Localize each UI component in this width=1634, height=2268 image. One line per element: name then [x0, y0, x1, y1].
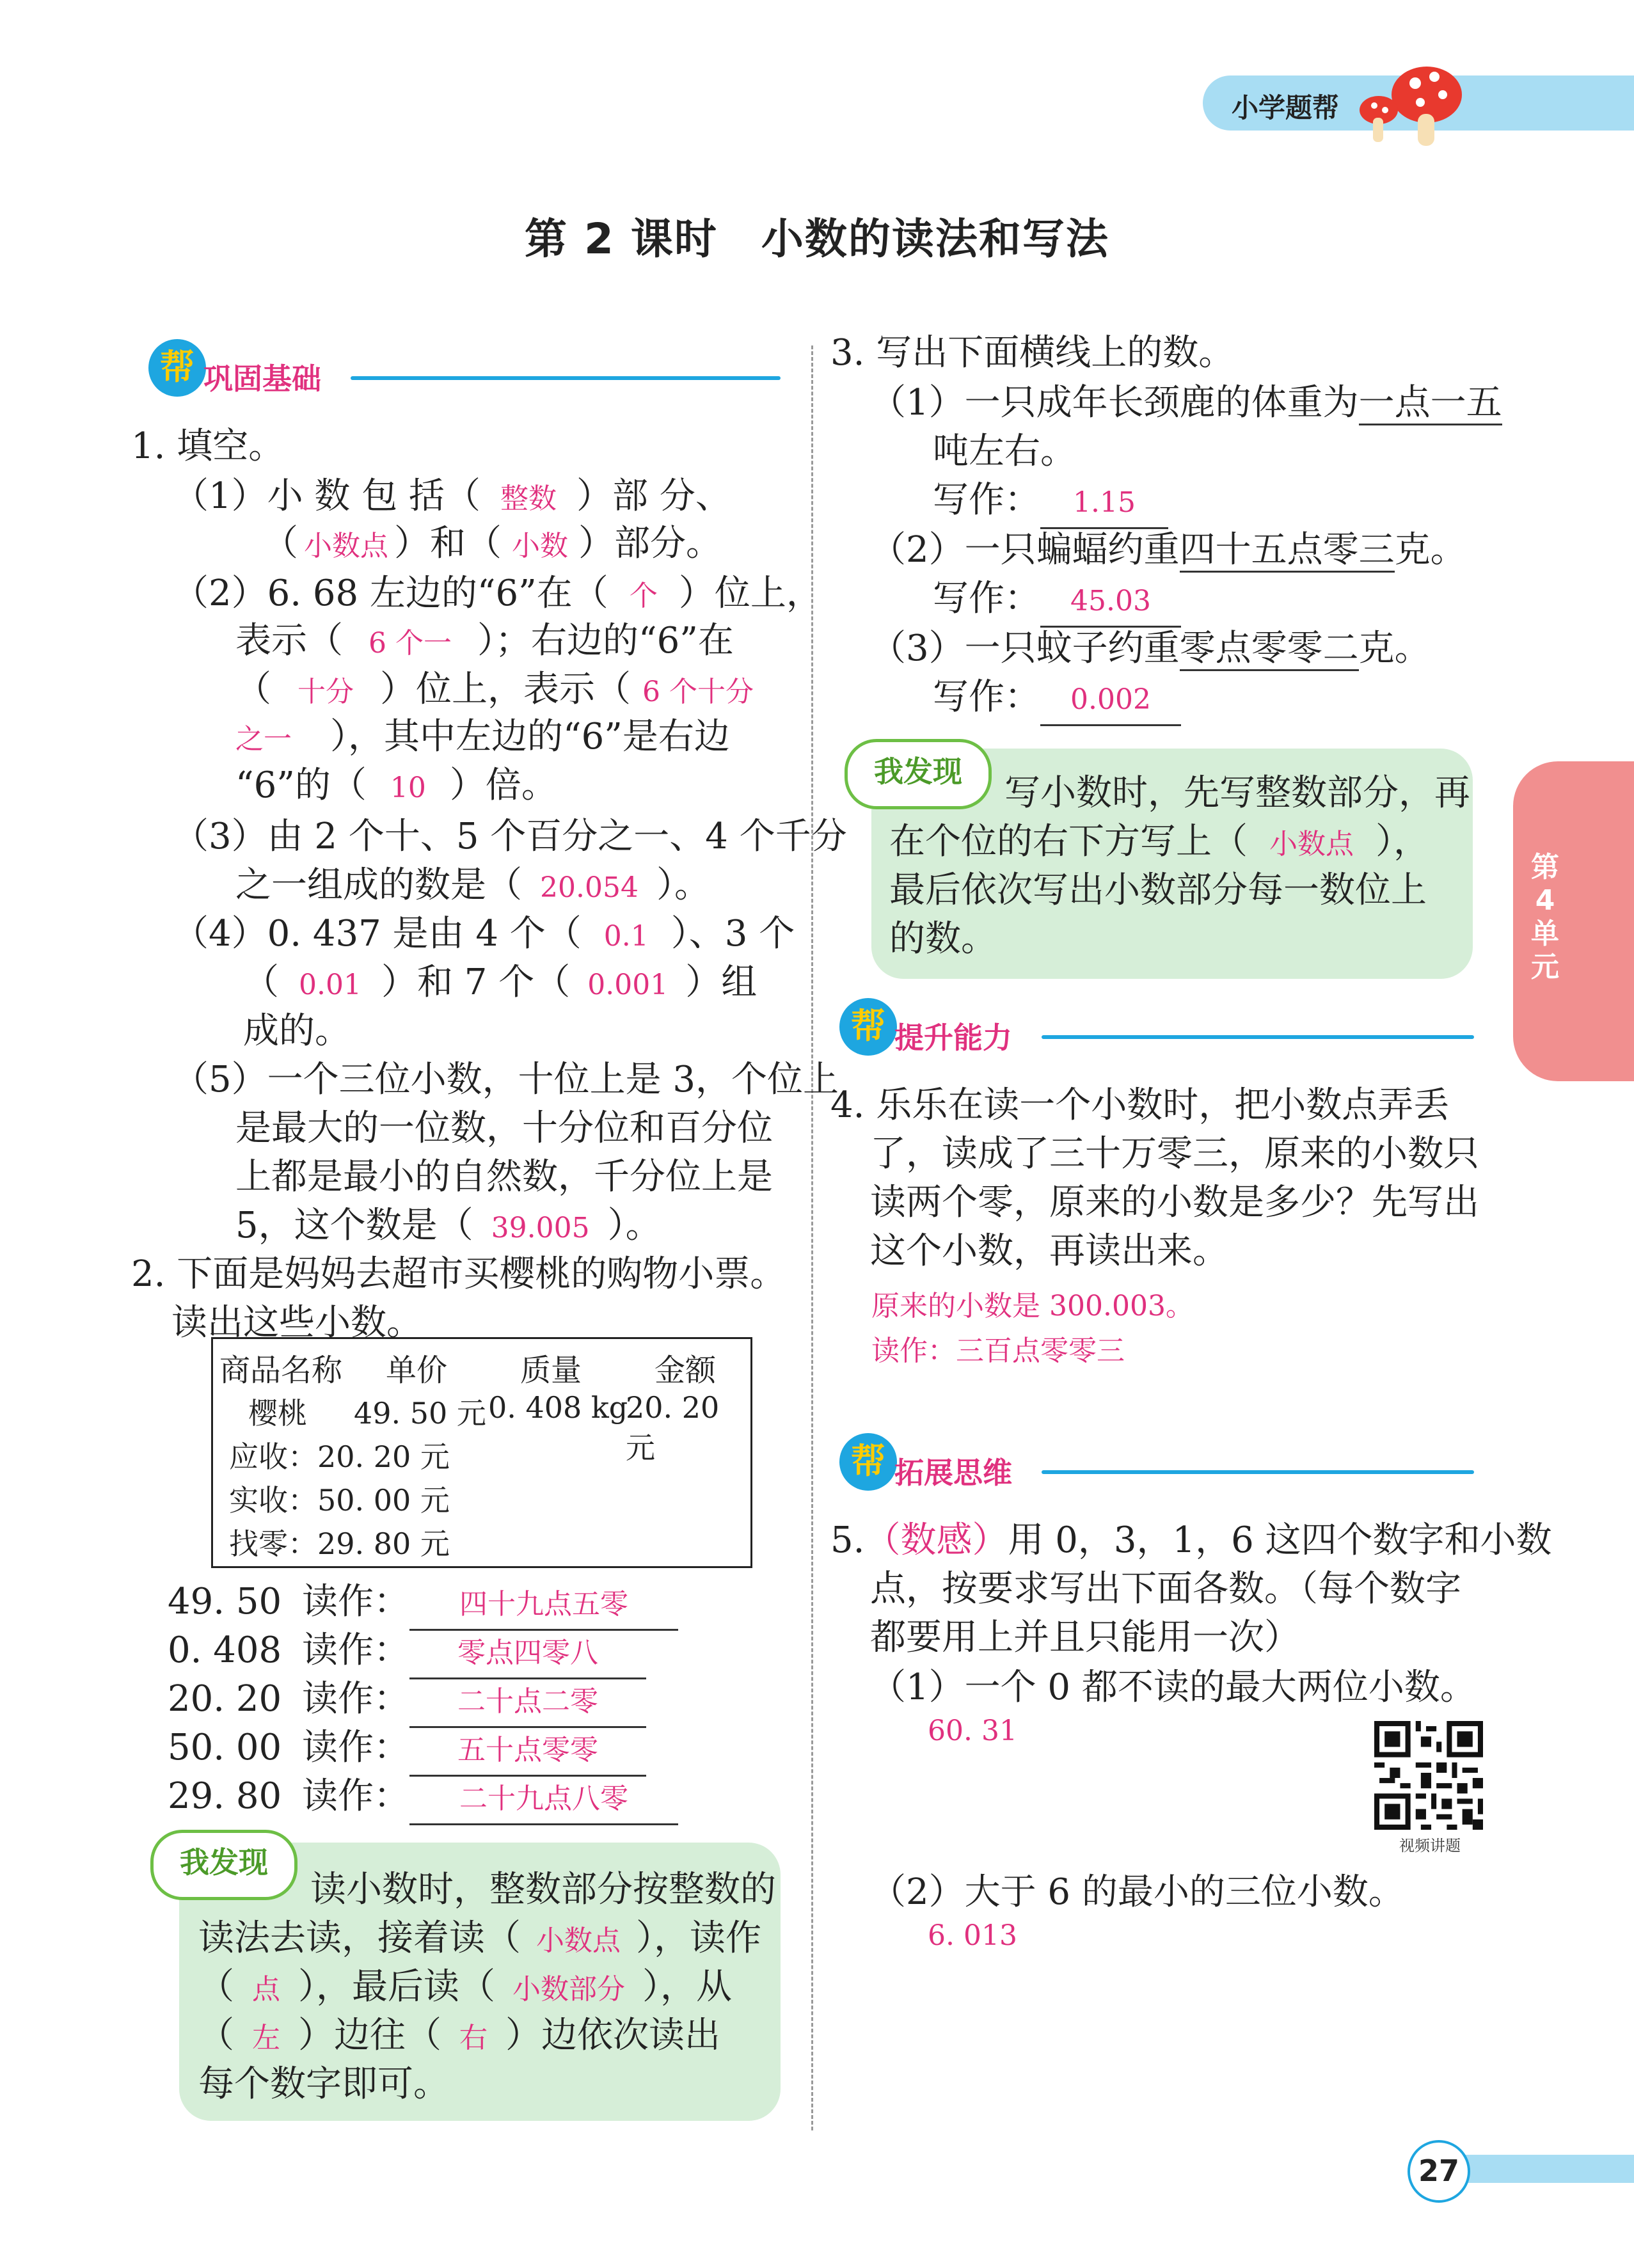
- receipt-header-weight: 质量: [520, 1352, 582, 1388]
- section-badge-basic: 帮: [148, 339, 206, 397]
- number: 0. 408: [168, 1630, 282, 1671]
- write-label: 写作：: [933, 479, 1040, 521]
- text: 在个位的右下方写上（: [889, 821, 1248, 862]
- text: 表示（: [235, 620, 343, 662]
- q1-p5-line4: [235, 1201, 662, 1253]
- section-badge-improve: 帮: [839, 998, 897, 1056]
- answer: 零点四零八: [409, 1629, 646, 1679]
- find-badge: 我发现: [845, 739, 992, 809]
- answer: 个: [629, 580, 658, 612]
- answer: 五十点零零: [409, 1726, 646, 1777]
- text: ）。: [656, 864, 710, 906]
- read-label: 读作：: [302, 1727, 409, 1768]
- q4-line1: 4. 乐乐在读一个小数时，把小数点弄丢: [830, 1084, 1450, 1126]
- q1-p4-line3: 成的。: [243, 1010, 351, 1052]
- q3-p1-line1: [870, 379, 1502, 427]
- answer: 之一: [235, 723, 292, 756]
- q1-p1-line2: [262, 519, 722, 571]
- q1-p2-line5: [235, 761, 557, 813]
- q5-answer-2: 6. 013: [928, 1919, 1017, 1952]
- q1-p4-line2: [243, 958, 757, 1010]
- underlined-text: 一点一五: [1359, 382, 1502, 425]
- underlined-text: 零点零零二: [1180, 628, 1359, 671]
- q2-read-row: [168, 1772, 678, 1825]
- text: （2）6. 68 左边的“6”在（: [173, 573, 608, 614]
- q3-p2-line1: [870, 526, 1466, 575]
- mushroom-icon: [1356, 58, 1471, 147]
- receipt-paid: 实收：50. 00 元: [229, 1483, 450, 1518]
- q3-p3-line1: [870, 624, 1431, 673]
- text: （1）一只成年长颈鹿的体重为: [870, 382, 1359, 424]
- qr-code-icon[interactable]: [1374, 1721, 1483, 1830]
- text: 克。: [1394, 529, 1466, 571]
- q5-answer-1: 60. 31: [928, 1715, 1017, 1747]
- answer: 小数点: [536, 1924, 621, 1957]
- answer: 6 个十分: [642, 676, 754, 708]
- answer: 小数点: [304, 530, 388, 562]
- number: 50. 00: [168, 1727, 282, 1768]
- text: “6”的（: [235, 765, 367, 806]
- answer: 45.03: [1040, 577, 1181, 628]
- text: ）部分。: [578, 523, 722, 564]
- read-label: 读作：: [302, 1678, 409, 1720]
- q2-read-row: [168, 1724, 646, 1777]
- text: ）边往（: [298, 2015, 441, 2056]
- answer: 左: [252, 2022, 280, 2054]
- answer: 10: [390, 772, 426, 804]
- number: 29. 80: [168, 1775, 282, 1817]
- read-label: 读作：: [302, 1775, 409, 1817]
- answer: 二十点二零: [409, 1677, 646, 1728]
- find-reading-line2: [198, 1914, 761, 1965]
- underlined-text: 四十五点零三: [1180, 529, 1395, 573]
- q3-p1-write: [933, 476, 1168, 529]
- text: ）位上，: [678, 573, 822, 614]
- q3-p2-write: [933, 575, 1181, 628]
- text: 用 0，3，1，6 这四个数字和小数: [1008, 1519, 1552, 1561]
- q1-p3-line1: （3）由 2 个十、5 个百分之一、4 个千分: [173, 816, 847, 857]
- find-reading-line1: 读小数时，整数部分按整数的: [310, 1869, 776, 1910]
- find-reading-line5: 每个数字即可。: [198, 2063, 449, 2105]
- text: ）位上，表示（: [380, 669, 631, 710]
- text: ），其中左边的“6”是右边: [330, 716, 730, 757]
- q1-p1-line1: [173, 472, 731, 523]
- find-badge: 我发现: [150, 1830, 297, 1900]
- q1-p5-line2: 是最大的一位数，十分位和百分位: [235, 1107, 773, 1149]
- q4-line3: 读两个零，原来的小数是多少？先写出: [870, 1182, 1479, 1223]
- q1-p2-line2: [235, 617, 734, 668]
- section-title-improve: 提升能力: [894, 1020, 1012, 1055]
- text: （2）一只蝙蝠约重: [870, 529, 1180, 571]
- q1-p5-line1: （5）一个三位小数，十位上是 3，个位上: [173, 1059, 839, 1100]
- answer: 39.005: [491, 1212, 590, 1244]
- tag: （数感）: [864, 1519, 1008, 1561]
- qr-caption: 视频讲题: [1399, 1837, 1461, 1855]
- unit-label: 第4单元: [1531, 851, 1559, 983]
- text: ）；右边的“6”在: [477, 620, 734, 662]
- q4-line4: 这个小数，再读出来。: [870, 1230, 1228, 1272]
- q2-stem-line1: 2. 下面是妈妈去超市买樱桃的购物小票。: [131, 1253, 786, 1295]
- q3-p1-line2: 吨左右。: [933, 431, 1076, 472]
- q1-p3-line2: [235, 861, 710, 912]
- answer: 6 个一: [369, 627, 452, 660]
- find-writing-line3: 最后依次写出小数部分每一数位上: [889, 869, 1427, 911]
- section-badge-extend: 帮: [839, 1433, 897, 1491]
- read-label: 读作：: [302, 1630, 409, 1671]
- q2-read-row: [168, 1626, 646, 1679]
- number: 49. 50: [168, 1581, 282, 1622]
- text: （: [198, 2015, 234, 2056]
- read-label: 读作：: [302, 1581, 409, 1622]
- text: ），: [1376, 821, 1429, 862]
- answer: 点: [252, 1973, 280, 2006]
- text: ）组: [685, 962, 758, 1003]
- number: 20. 20: [168, 1678, 282, 1720]
- text: ）。: [607, 1205, 662, 1246]
- q1-p2-line1: [173, 569, 822, 621]
- q4-line2: 了，读成了三十万零三，原来的小数只: [870, 1133, 1479, 1175]
- q1-p2-line4: [235, 713, 730, 764]
- q5-line3: 都要用上并且只能用一次）: [870, 1617, 1300, 1658]
- text: （: [198, 1966, 234, 2008]
- text: ）部 分、: [576, 475, 731, 517]
- answer: 0.01: [299, 969, 361, 1001]
- answer: 整数: [500, 482, 557, 515]
- text: （: [243, 962, 279, 1003]
- receipt-due: 应收：20. 20 元: [229, 1439, 450, 1474]
- q2-read-row: [168, 1578, 678, 1631]
- answer: 20.054: [540, 871, 639, 904]
- q1-p2-line3: [235, 665, 765, 717]
- text: （4）0. 437 是由 4 个（: [173, 913, 582, 955]
- answer: 0.002: [1040, 676, 1181, 726]
- q2-stem-line2: 读出这些小数。: [171, 1302, 422, 1344]
- section-line-basic: [351, 376, 781, 380]
- text: ），最后读（: [298, 1966, 495, 2008]
- q3-stem: 3. 写出下面横线上的数。: [830, 332, 1235, 374]
- write-label: 写作：: [933, 578, 1040, 619]
- text: 读法去读，接着读（: [198, 1917, 521, 1959]
- write-label: 写作：: [933, 676, 1040, 718]
- find-writing-line4: 的数。: [889, 918, 997, 960]
- receipt-item-weight: 0. 408 kg: [488, 1390, 628, 1425]
- text: ），从: [642, 1966, 732, 2008]
- text: ）边依次读出: [505, 2015, 720, 2056]
- answer: 小数: [512, 530, 568, 562]
- page-number-bar: [1465, 2155, 1634, 2183]
- section-title-basic: 巩固基础: [203, 361, 321, 396]
- q3-p3-write: [933, 673, 1181, 726]
- lesson-title: 第 2 课时 小数的读法和写法: [525, 214, 1109, 264]
- text: ），读作: [636, 1917, 761, 1959]
- answer: 四十九点五零: [409, 1580, 678, 1631]
- text: ）、3 个: [670, 913, 795, 955]
- text: ）倍。: [449, 765, 557, 806]
- text: 之一组成的数是（: [235, 864, 522, 906]
- answer: 右: [459, 2022, 488, 2054]
- text: （3）一只蚊子约重: [870, 628, 1180, 669]
- text: 克。: [1358, 628, 1431, 669]
- answer: 1.15: [1040, 479, 1168, 529]
- q1-p4-line1: [173, 910, 795, 961]
- section-line-extend: [1042, 1470, 1474, 1474]
- q1-stem: 1. 填空。: [131, 425, 285, 467]
- find-reading-line4: [198, 2011, 720, 2063]
- q2-read-row: [168, 1675, 646, 1728]
- receipt: [211, 1337, 752, 1568]
- text: ）和（: [394, 523, 502, 564]
- answer: 0.001: [587, 969, 669, 1001]
- answer: 小数点: [1269, 828, 1354, 860]
- text: （1）小 数 包 括（: [173, 475, 481, 517]
- answer: 小数部分: [512, 1973, 625, 2006]
- answer: 二十九点八零: [409, 1775, 678, 1825]
- text: 5，这个数是（: [235, 1205, 473, 1246]
- receipt-item-price: 49. 50 元: [354, 1396, 486, 1431]
- q5-p2: （2）大于 6 的最小的三位小数。: [870, 1871, 1404, 1913]
- find-reading-line3: [198, 1963, 732, 2014]
- answer: 十分: [297, 676, 354, 708]
- text: （: [235, 669, 271, 710]
- find-writing-line1: 写小数时，先写整数部分，再: [1004, 772, 1470, 814]
- receipt-header-amount: 金额: [654, 1352, 717, 1388]
- brand-label: 小学题帮: [1232, 92, 1340, 123]
- receipt-header-price: 单价: [386, 1352, 448, 1388]
- section-title-extend: 拓展思维: [894, 1455, 1012, 1490]
- text: 5.: [830, 1519, 865, 1561]
- q5-p1: （1）一个 0 都不读的最大两位小数。: [870, 1667, 1476, 1708]
- page-number: 27: [1408, 2140, 1470, 2203]
- receipt-change: 找零：29. 80 元: [229, 1527, 450, 1561]
- section-line-improve: [1042, 1035, 1474, 1039]
- find-writing-line2: [889, 818, 1429, 869]
- text: ）和 7 个（: [381, 962, 571, 1003]
- receipt-item-name: 樱桃: [248, 1396, 307, 1431]
- q4-answer-reading: 读作：三百点零零三: [871, 1335, 1125, 1367]
- q5-line1: [830, 1516, 1552, 1565]
- q4-answer-number: 原来的小数是 300.003。: [871, 1290, 1194, 1322]
- q1-p5-line3: 上都是最小的自然数，千分位上是: [235, 1156, 773, 1198]
- receipt-item-amount: 20. 20 元: [626, 1390, 720, 1465]
- receipt-header-name: 商品名称: [219, 1352, 343, 1388]
- q5-line2: 点，按要求写出下面各数。（每个数字: [870, 1568, 1461, 1610]
- answer: 0.1: [603, 920, 649, 953]
- text: （: [262, 523, 298, 564]
